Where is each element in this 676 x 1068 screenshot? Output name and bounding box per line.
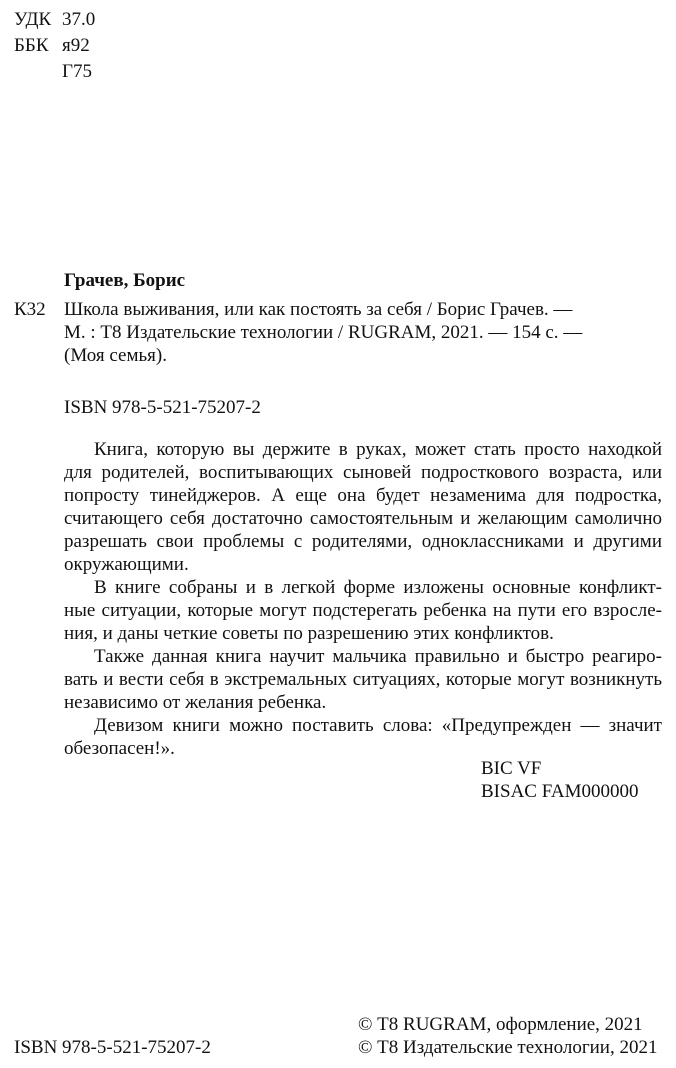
description-line: (Моя семья). (64, 345, 167, 366)
annotation-line: для родителей, воспитывающих сыновей подросткового возраста, или (64, 462, 662, 483)
author-mark-row (14, 60, 92, 83)
isbn-record: ISBN 978-5-521-75207-2 (64, 397, 261, 418)
annotation-line: обезопасен!». (64, 738, 175, 759)
description-line: М. : Т8 Издательские технологии / RUGRAM, 2021. — 154 с. — (64, 322, 583, 343)
udk-label: УДК (14, 9, 52, 30)
copyright-line: © Т8 Издательские технологии, 2021 (358, 1037, 658, 1058)
annotation-line: разрешать свои проблемы с родителями, одноклассниками и другими (64, 531, 662, 552)
annotation-line: ные ситуации, которые могут подстерегать ребенка на пути его взросле- (64, 600, 662, 621)
bisac-code: BISAC FAM000000 (481, 781, 639, 802)
udk-value: 37.0 (62, 9, 96, 30)
isbn-footer: ISBN 978-5-521-75207-2 (14, 1037, 211, 1058)
annotation-line: вать и вести себя в экстремальных ситуациях, которые могут возникнуть (64, 669, 662, 690)
bibliographic-description (64, 298, 664, 367)
annotation-line: считающего себя достаточно самостоятельным и желающим самолично (64, 508, 662, 529)
copyright-line: © Т8 RUGRAM, оформление, 2021 (358, 1014, 643, 1035)
annotation-line: Также данная книга научит мальчика правильно и быстро реагиро- (94, 646, 662, 667)
bbk-label: ББК (14, 35, 49, 56)
annotation-line: В книге собраны и в легкой форме изложены основные конфликт- (94, 577, 662, 598)
copyright-block (358, 1013, 657, 1059)
udk-row (14, 8, 95, 31)
description-line: Школа выживания, или как постоять за себя / Борис Грачев. — (64, 299, 573, 320)
annotation-line: независимо от желания ребенка. (64, 692, 327, 713)
shelf-mark: К32 (14, 299, 46, 320)
bbk-row (14, 34, 90, 57)
annotation (64, 438, 662, 760)
bic-code: BIC VF (481, 758, 542, 779)
annotation-line: Девизом книги можно поставить слова: «Предупрежден — значит (94, 715, 662, 736)
author-mark: Г75 (62, 61, 92, 82)
author-heading: Грачев, Борис (64, 270, 186, 291)
subject-codes (481, 757, 638, 803)
annotation-line: окружающими. (64, 554, 189, 575)
annotation-line: Книга, которую вы держите в руках, может стать просто находкой (94, 439, 662, 460)
annotation-line: попросту тинейджеров. А еще она будет незаменима для подростка, (64, 485, 662, 506)
annotation-line: ния, и даны четкие советы по разрешению этих конфликтов. (64, 623, 554, 644)
bbk-value: я92 (62, 35, 90, 56)
